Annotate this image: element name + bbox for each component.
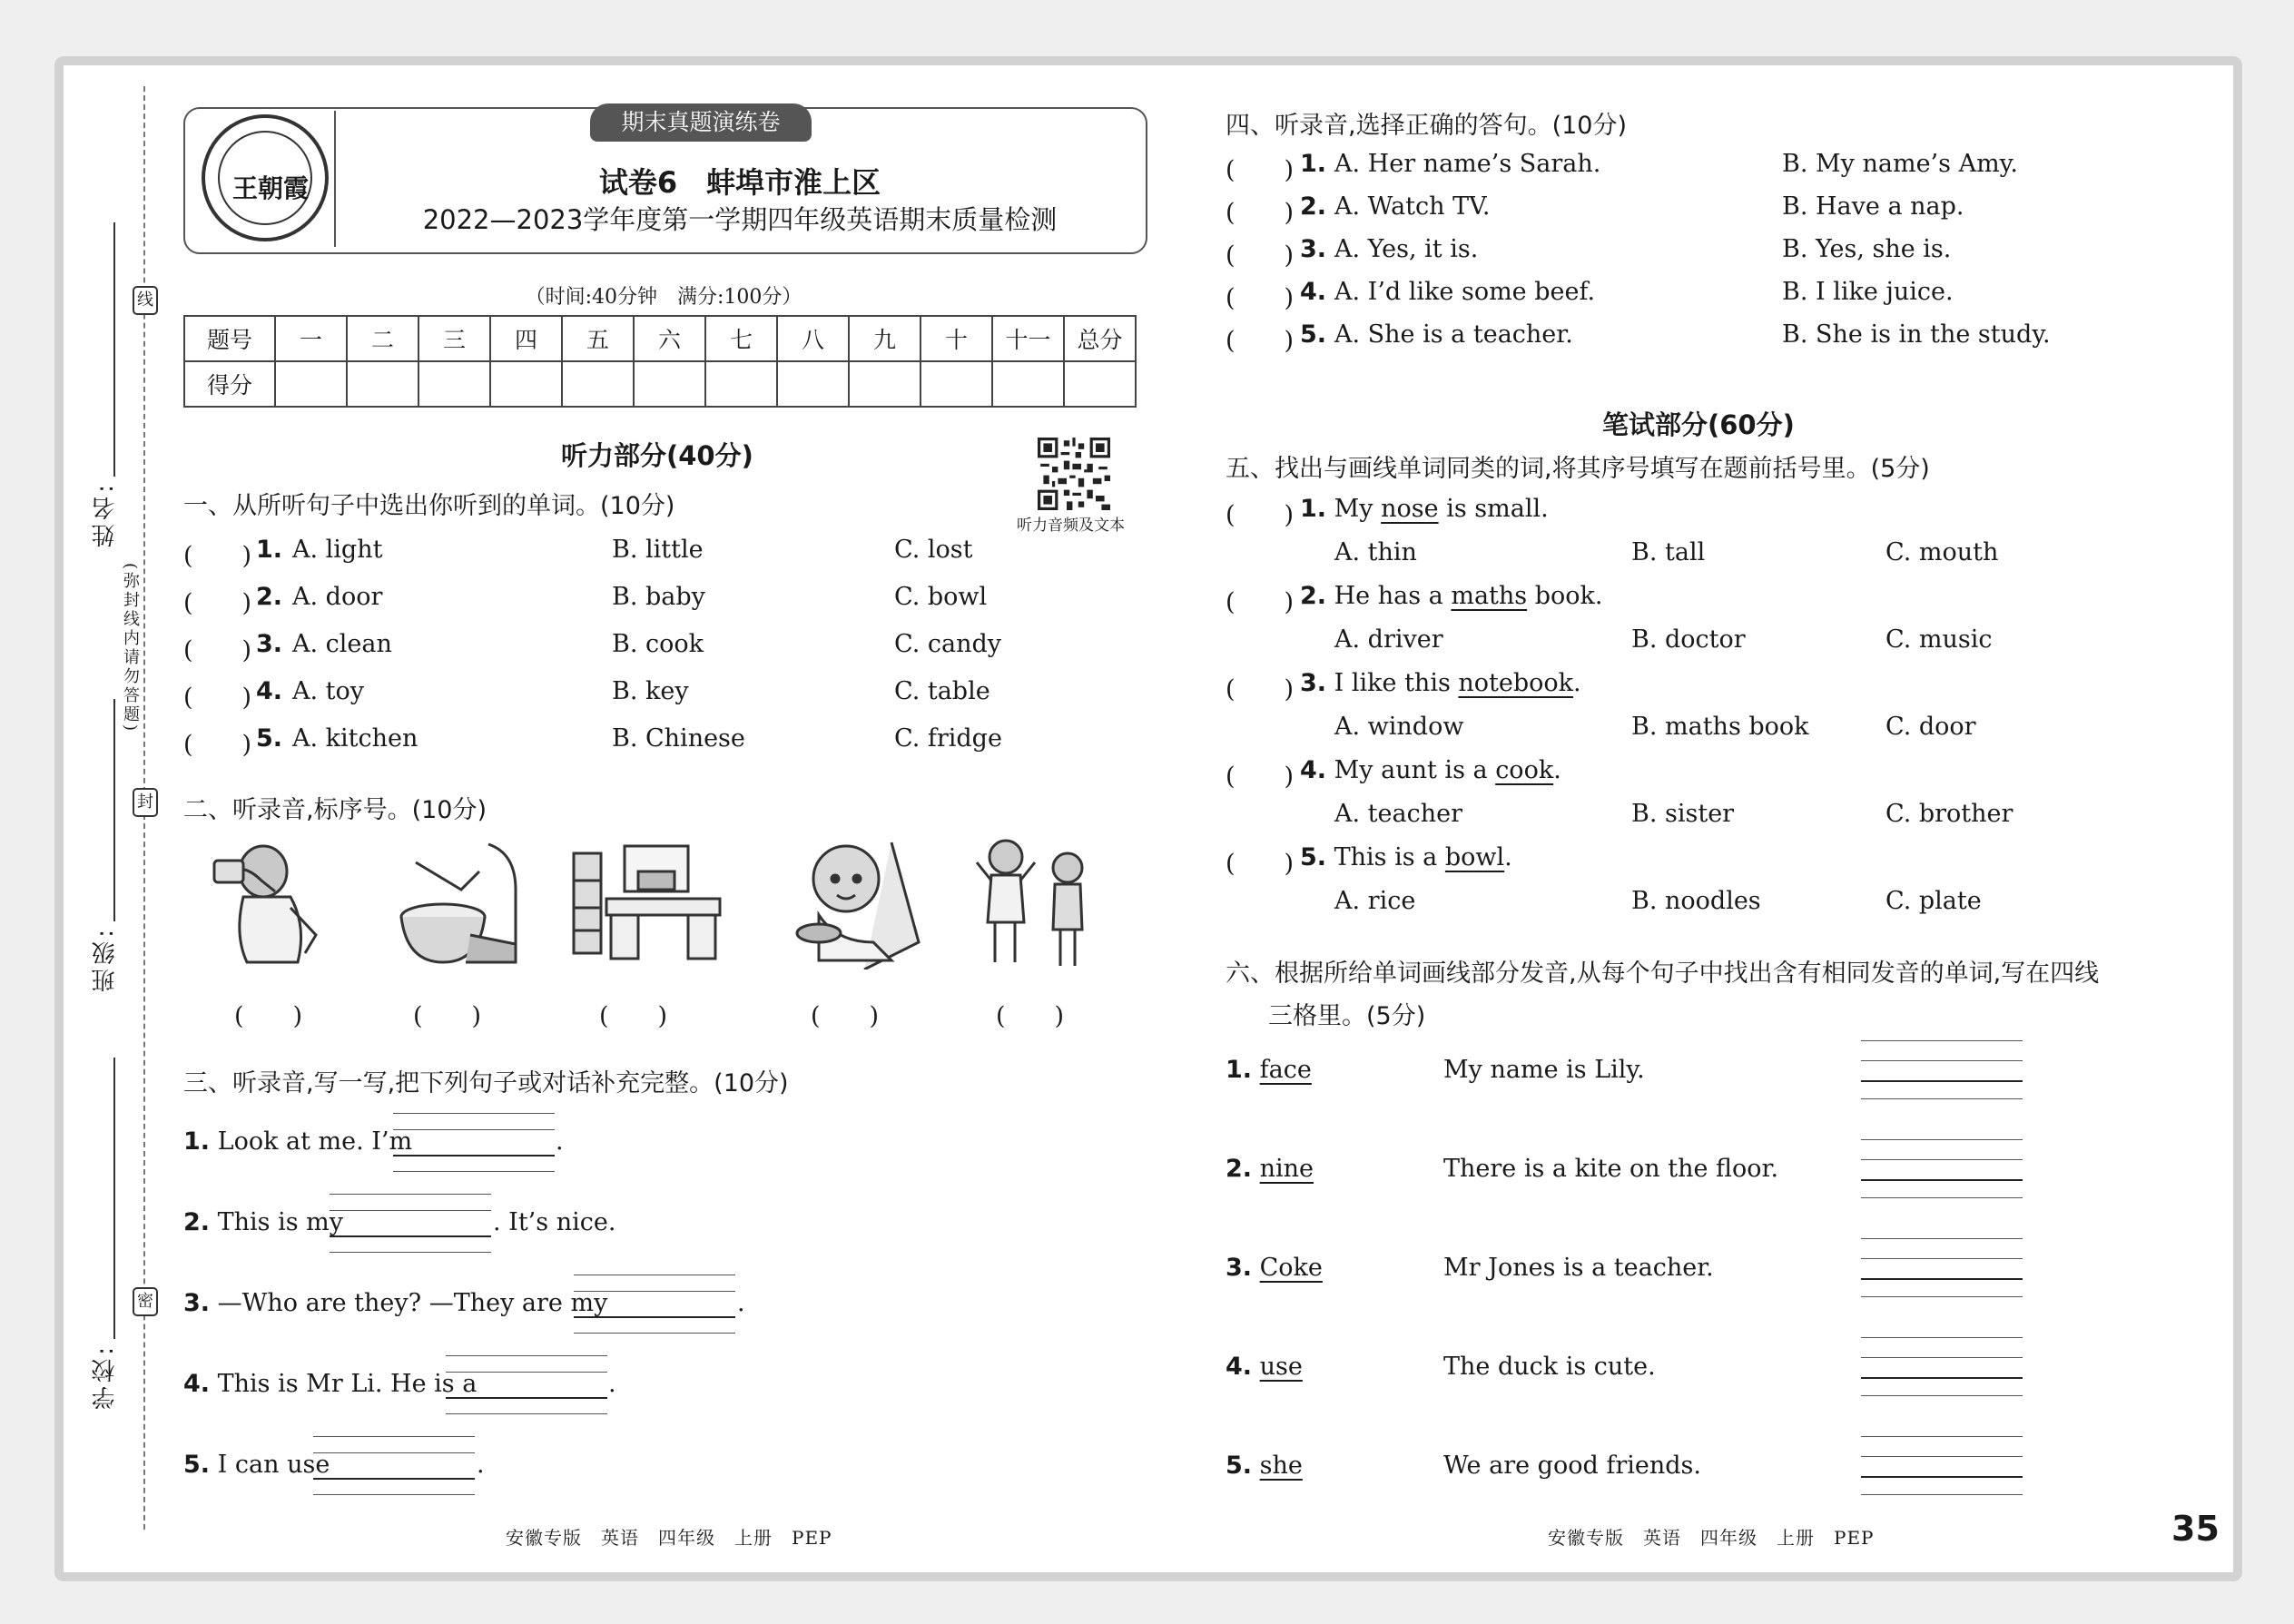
fill-sentence: 2. This is my [183,1208,344,1236]
option-b: B. noodles [1631,887,1761,915]
sound-sentence: The duck is cute. [1443,1353,1656,1381]
boy-driving-picture [783,833,928,969]
sound-word: 5. she [1226,1452,1303,1480]
answer-bracket[interactable]: ( ) [183,636,252,664]
section1-title: 一、从所听句子中选出你听到的单词。(10分) [183,492,675,520]
sentence-end: . [737,1289,745,1317]
exam-subtitle: 2022—2023学年度第一学期四年级英语期末质量检测 [422,204,1058,235]
sound-word: 2. nine [1226,1155,1314,1183]
option-b: B. maths book [1631,713,1809,741]
answer-bracket[interactable]: ( ) [1226,588,1295,616]
two-boys-picture [971,835,1098,971]
option-b: B. I like juice. [1782,278,1954,306]
score-input-cell[interactable] [347,361,418,407]
section5-title: 五、找出与画线单词同类的词,将其序号填写在题前括号里。(5分) [1226,455,1930,483]
section6-title-line2: 三格里。(5分) [1268,1002,1426,1030]
four-line-grid[interactable] [1861,1238,2023,1298]
option-c: C. door [1885,713,1976,741]
washing-bowl-picture [379,835,525,971]
score-input-cell[interactable] [490,361,562,407]
logo-text: 王朝霞 [231,173,309,203]
class-label: 班级: [92,926,119,992]
binding-mark-stamp: 密 [133,1287,158,1316]
answer-bracket[interactable]: ( ) [1226,241,1295,270]
score-input-cell[interactable] [418,361,490,407]
question-number: 3. [1300,235,1327,263]
score-table-cell: 六 [634,316,705,361]
section6-title-line1: 六、根据所给单词画线部分发音,从每个句子中找出含有相同发音的单词,写在四线 [1226,960,2100,988]
option-a: A. She is a teacher. [1334,320,1573,349]
written-part-title: 笔试部分(60分) [1602,409,1795,440]
question-number: 1. [256,536,283,564]
answer-writing-lines[interactable] [313,1436,475,1494]
sound-sentence: My name is Lily. [1443,1056,1645,1084]
sound-sentence: Mr Jones is a teacher. [1443,1254,1714,1282]
question-sentence: 3. I like this notebook. [1300,669,1581,697]
score-input-cell[interactable] [634,361,705,407]
option-b: B. Yes, she is. [1782,235,1952,263]
answer-writing-lines[interactable] [330,1194,491,1252]
page-number: 35 [2171,1509,2220,1549]
score-table-cell: 五 [562,316,634,361]
question-number: 1. [1300,150,1327,178]
option-a: A. kitchen [292,724,418,753]
option-a: A. thin [1334,538,1417,566]
option-b: B. tall [1631,538,1706,566]
option-a: A. toy [292,677,365,705]
score-table-cell: 二 [347,316,418,361]
answer-bracket[interactable]: ( ) [1226,763,1295,791]
binding-mark-seal: 封 [133,788,158,817]
score-input-cell[interactable] [992,361,1064,407]
sentence-end: . [608,1370,616,1398]
fill-sentence: 4. This is Mr Li. He is a [183,1370,478,1398]
option-b: B. Chinese [612,724,745,753]
picture-answer-bracket[interactable]: ( ) [996,1002,1065,1030]
score-table-header-row [184,316,1136,361]
option-a: A. Watch TV. [1334,192,1491,221]
score-row-label: 得分 [184,361,275,407]
option-b: B. sister [1631,800,1735,828]
option-b: B. little [612,536,704,564]
study-desk-picture [570,844,724,962]
school-label: 学校: [92,1343,119,1410]
score-input-cell[interactable] [275,361,347,407]
answer-bracket[interactable]: ( ) [1226,156,1295,184]
option-a: A. I’d like some beef. [1334,278,1596,306]
four-line-grid[interactable] [1861,1436,2023,1496]
exam-title: 试卷6 蚌埠市淮上区 [598,165,881,200]
option-a: A. clean [292,630,392,658]
option-c: C. music [1885,625,1993,654]
publisher-logo [202,114,329,241]
option-c: C. fridge [894,724,1002,753]
sound-word: 1. face [1226,1056,1312,1084]
answer-bracket[interactable]: ( ) [1226,199,1295,227]
option-a: A. Yes, it is. [1334,235,1479,263]
name-label: 姓名: [92,481,119,547]
score-table-cell: 四 [490,316,562,361]
name-write-line[interactable] [113,222,115,477]
picture-answer-bracket[interactable]: ( ) [599,1002,668,1030]
option-a: A. door [292,583,383,611]
class-write-line[interactable] [113,699,115,921]
answer-bracket[interactable]: ( ) [1226,327,1295,355]
school-write-line[interactable] [113,1058,115,1339]
answer-bracket[interactable]: ( ) [1226,501,1295,529]
qr-code-icon[interactable] [1038,438,1110,510]
question-number: 5. [1300,320,1327,349]
sound-word: 3. Coke [1226,1254,1323,1282]
footer-left: 安徽专版 英语 四年级 上册 PEP [506,1527,832,1549]
score-input-cell[interactable] [1064,361,1136,407]
fill-sentence: 3. —Who are they? —They are my [183,1289,608,1317]
question-sentence: 5. This is a bowl. [1300,843,1512,871]
score-table-cell: 八 [777,316,849,361]
section3-title: 三、听录音,写一写,把下列句子或对话补充完整。(10分) [183,1069,789,1097]
answer-bracket[interactable]: ( ) [183,542,252,570]
section4-title: 四、听录音,选择正确的答句。(10分) [1226,112,1628,140]
option-c: C. mouth [1885,538,1999,566]
option-b: B. My name’s Amy. [1782,150,2018,178]
score-table-cell: 总分 [1064,316,1136,361]
answer-bracket[interactable]: ( ) [183,731,252,759]
option-c: C. candy [894,630,1002,658]
score-table-cell: 十 [921,316,992,361]
header-banner: 期末真题演练卷 [590,103,812,142]
option-a: A. rice [1334,887,1416,915]
option-a: A. driver [1334,625,1443,654]
answer-bracket[interactable]: ( ) [183,589,252,617]
option-b: B. cook [612,630,704,658]
question-sentence: 1. My nose is small. [1300,495,1549,523]
question-number: 3. [256,630,283,658]
four-line-grid[interactable] [1861,1040,2023,1100]
answer-bracket[interactable]: ( ) [1226,284,1295,312]
question-number: 5. [256,724,283,753]
sound-sentence: We are good friends. [1443,1452,1701,1480]
binding-mark-line: 线 [133,286,158,315]
option-c: C. lost [894,536,973,564]
listening-part-title: 听力部分(40分) [561,440,753,471]
binding-warning: (弥封线内请勿答题) [121,563,140,734]
sound-sentence: There is a kite on the floor. [1443,1155,1779,1183]
option-b: B. baby [612,583,705,611]
picture-answer-bracket[interactable]: ( ) [811,1002,880,1030]
sentence-end: . [556,1127,564,1156]
answer-writing-lines[interactable] [446,1355,607,1413]
score-table-cell: 九 [849,316,921,361]
question-number: 4. [256,677,283,705]
score-input-cell[interactable] [562,361,634,407]
four-line-grid[interactable] [1861,1337,2023,1397]
option-b: B. doctor [1631,625,1746,654]
score-table-score-row [184,361,1136,407]
time-score-info: （时间:40分钟 满分:100分） [525,286,802,309]
option-b: B. She is in the study. [1782,320,2051,349]
score-table-cell: 一 [275,316,347,361]
picture-answer-bracket[interactable]: ( ) [413,1002,482,1030]
sentence-end: . It’s nice. [493,1208,616,1236]
score-input-cell[interactable] [705,361,777,407]
answer-writing-lines[interactable] [574,1275,735,1333]
option-a: A. window [1334,713,1464,741]
logo-ring [218,131,312,225]
option-c: C. plate [1885,887,1982,915]
boy-wiping-face-picture [207,835,343,971]
footer-right: 安徽专版 英语 四年级 上册 PEP [1548,1527,1875,1549]
score-table-cell: 三 [418,316,490,361]
question-number: 2. [1300,192,1327,221]
question-number: 2. [256,583,283,611]
option-b: B. key [612,677,689,705]
sound-word: 4. use [1226,1353,1303,1381]
option-a: A. Her name’s Sarah. [1334,150,1601,178]
question-number: 4. [1300,278,1327,306]
score-table-cell: 十一 [992,316,1064,361]
score-table [183,315,1137,408]
score-input-cell[interactable] [777,361,849,407]
option-c: C. table [894,677,990,705]
fill-sentence: 5. I can use [183,1451,330,1479]
option-a: A. teacher [1334,800,1462,828]
score-input-cell[interactable] [921,361,992,407]
section2-title: 二、听录音,标序号。(10分) [183,796,487,824]
option-a: A. light [292,536,383,564]
fill-sentence: 1. Look at me. I’m [183,1127,413,1156]
question-sentence: 2. He has a maths book. [1300,582,1603,610]
question-sentence: 4. My aunt is a cook. [1300,756,1561,784]
picture-answer-bracket[interactable]: ( ) [234,1002,303,1030]
score-table-cell: 题号 [184,316,275,361]
sentence-end: . [477,1451,485,1479]
option-c: C. bowl [894,583,988,611]
qr-caption: 听力音频及文本 [1017,517,1125,535]
option-c: C. brother [1885,800,2013,828]
answer-bracket[interactable]: ( ) [1226,850,1295,878]
answer-bracket[interactable]: ( ) [183,684,252,712]
score-table-cell: 七 [705,316,777,361]
option-b: B. Have a nap. [1782,192,1964,221]
answer-writing-lines[interactable] [393,1113,555,1171]
score-input-cell[interactable] [849,361,921,407]
four-line-grid[interactable] [1861,1139,2023,1199]
answer-bracket[interactable]: ( ) [1226,675,1295,704]
